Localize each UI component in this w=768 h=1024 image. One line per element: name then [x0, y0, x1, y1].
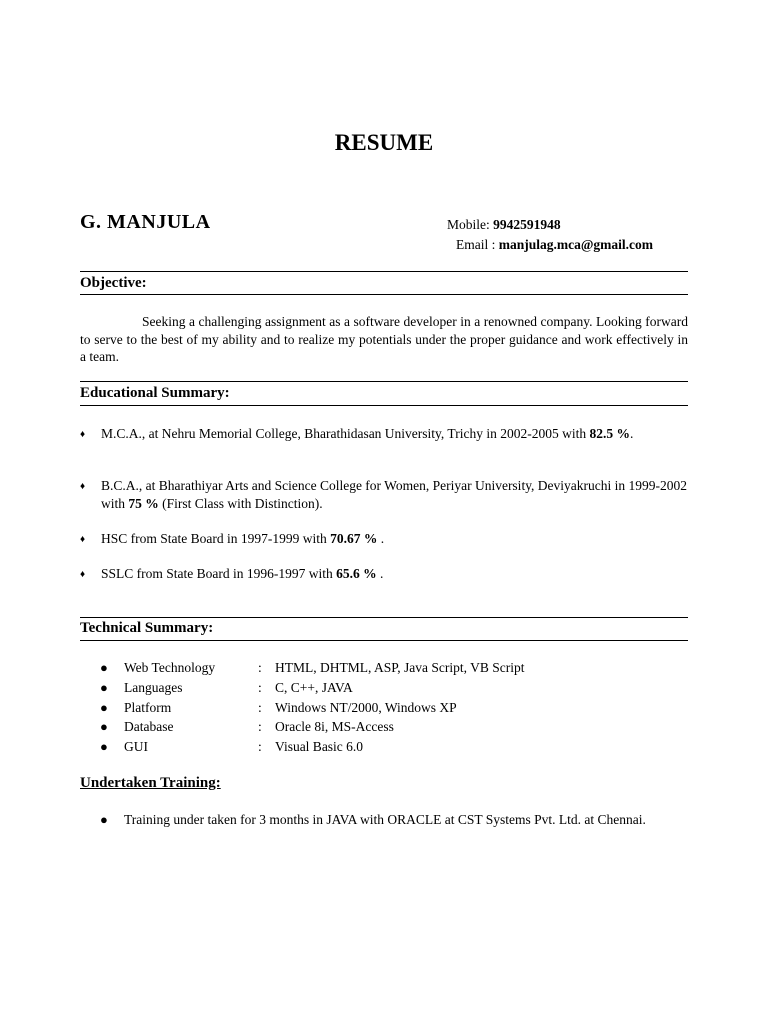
tech-row-gui: ● GUI : Visual Basic 6.0: [100, 737, 700, 757]
objective-rule-top: [80, 271, 688, 272]
bullet-icon: ●: [100, 660, 108, 675]
bullet-icon: ●: [100, 700, 108, 715]
education-rule-top: [80, 381, 688, 382]
education-score: 70.67 %: [330, 531, 378, 546]
email-label: Email :: [456, 237, 499, 252]
objective-heading: Objective:: [80, 275, 147, 291]
email-line: [456, 237, 653, 253]
diamond-bullet-icon: ♦: [80, 481, 86, 492]
bullet-icon: ●: [100, 719, 108, 734]
diamond-bullet-icon: ♦: [80, 569, 86, 580]
objective-text: [80, 313, 688, 366]
training-heading: Undertaken Training:: [80, 775, 221, 791]
education-score: 65.6 %: [336, 566, 377, 581]
tech-row-platform: ● Platform : Windows NT/2000, Windows XP: [100, 698, 700, 718]
tech-row-web-technology: ● Web Technology : HTML, DHTML, ASP, Java Script, VB Script: [100, 658, 700, 678]
education-item: ♦ B.C.A., at Bharathiyar Arts and Science College for Women, Periyar University, Deviyakruchi in 1999-2002 with 75 % (First Class with Distinction).: [80, 478, 688, 511]
objective-paragraph: Seeking a challenging assignment as a software developer in a renowned company. Looking forward to serve to the best of my ability and to realize my potentials under the proper guidance and work effectively in a team.: [80, 314, 688, 364]
education-rule-bottom: [80, 405, 688, 406]
education-heading: Educational Summary:: [80, 385, 230, 401]
technical-rule-bottom: [80, 640, 688, 641]
education-item: ♦ HSC from State Board in 1997-1999 with 70.67 % .: [80, 530, 690, 548]
bullet-icon: ●: [100, 680, 108, 695]
education-score: 75 %: [128, 495, 159, 511]
technical-rule-top: [80, 617, 688, 618]
mobile-number: 9942591948: [493, 217, 561, 232]
tech-row-database: ● Database : Oracle 8i, MS-Access: [100, 717, 700, 737]
training-item: ● Training under taken for 3 months in JAVA with ORACLE at CST Systems Pvt. Ltd. at Chennai.: [100, 812, 646, 827]
education-item: ♦ SSLC from State Board in 1996-1997 with 65.6 % .: [80, 565, 690, 583]
diamond-bullet-icon: ♦: [80, 429, 86, 440]
email-address: manjulag.mca@gmail.com: [498, 237, 654, 252]
education-score: 82.5 %: [589, 426, 630, 441]
diamond-bullet-icon: ♦: [80, 534, 86, 545]
mobile-label: Mobile:: [447, 217, 494, 232]
candidate-name: G. MANJULA: [80, 211, 211, 233]
mobile-line: [447, 217, 561, 233]
objective-rule-bottom: [80, 294, 688, 295]
tech-row-languages: ● Languages : C, C++, JAVA: [100, 678, 700, 698]
resume-title: RESUME: [334, 130, 434, 155]
education-item: ♦ M.C.A., at Nehru Memorial College, Bharathidasan University, Trichy in 2002-2005 with 82.5 %.: [80, 425, 690, 443]
bullet-icon: ●: [100, 812, 108, 827]
technical-heading: Technical Summary:: [80, 620, 214, 636]
bullet-icon: ●: [100, 739, 108, 754]
